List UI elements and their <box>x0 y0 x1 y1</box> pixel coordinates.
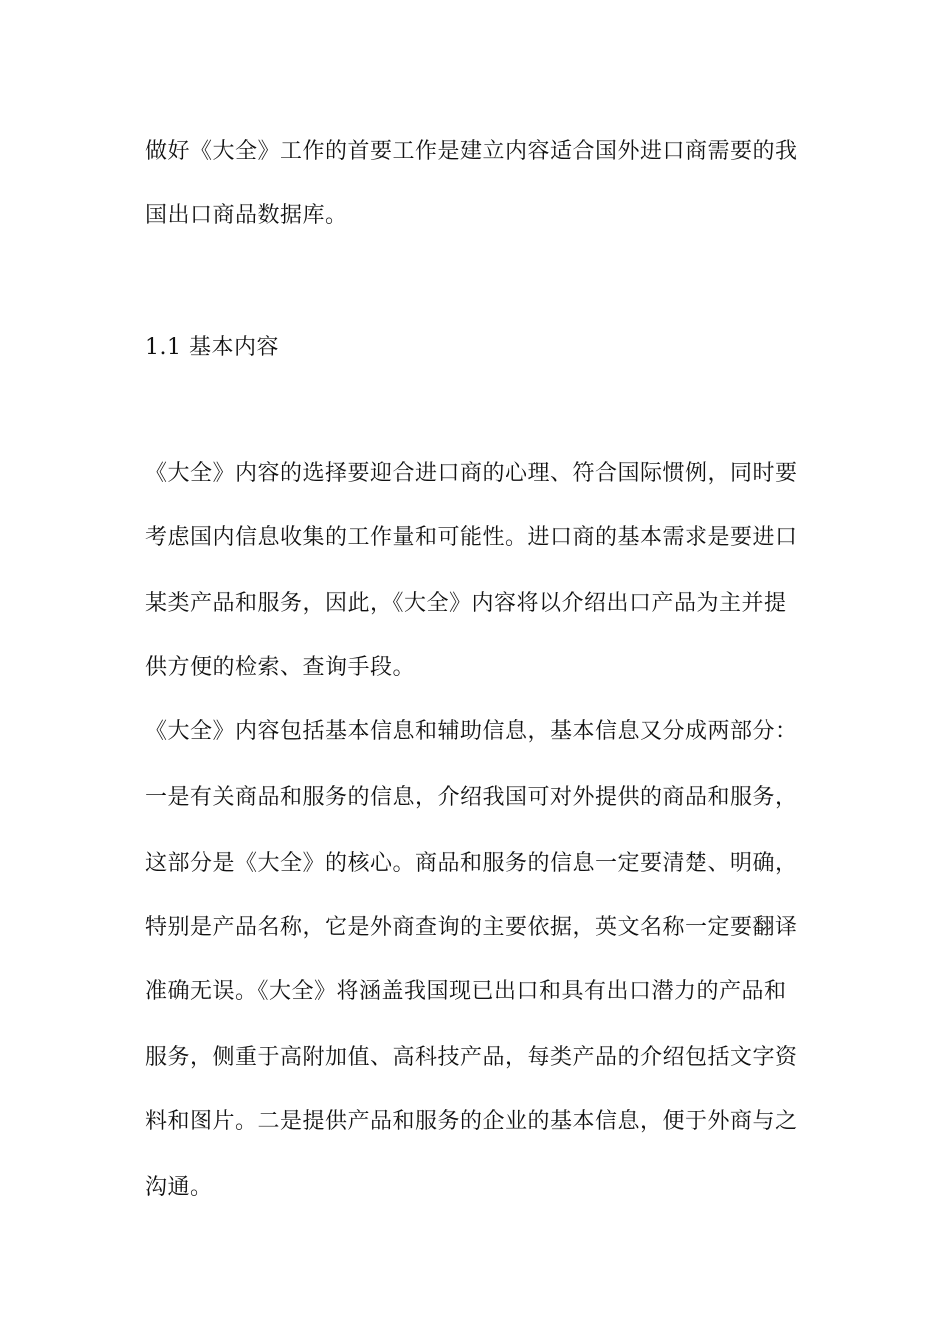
paragraph1-line-4: 供方便的检索、查询手段。 <box>145 655 416 680</box>
paragraph1-line-2: 考虑国内信息收集的工作量和可能性。进口商的基本需求是要进口 <box>145 525 798 550</box>
paragraph1-line-1: 《大全》内容的选择要迎合进口商的心理、符合国际惯例，同时要 <box>145 461 798 486</box>
paragraph2-line-7: 料和图片。二是提供产品和服务的企业的基本信息，便于外商与之 <box>145 1109 798 1134</box>
section-heading: 1.1 基本内容 <box>145 335 279 360</box>
paragraph2-line-8: 沟通。 <box>145 1175 213 1200</box>
paragraph2-line-4: 特别是产品名称，它是外商查询的主要依据，英文名称一定要翻译 <box>145 915 798 940</box>
paragraph2-line-1: 《大全》内容包括基本信息和辅助信息，基本信息又分成两部分： <box>145 719 798 744</box>
intro-line-2: 国出口商品数据库。 <box>145 203 348 228</box>
paragraph2-line-6: 服务，侧重于高附加值、高科技产品，每类产品的介绍包括文字资 <box>145 1045 798 1070</box>
paragraph2-line-5: 准确无误。《大全》将涵盖我国现已出口和具有出口潜力的产品和 <box>145 979 787 1004</box>
paragraph1-line-3: 某类产品和服务，因此，《大全》内容将以介绍出口产品为主并提 <box>145 591 787 616</box>
paragraph2-line-2: 一是有关商品和服务的信息，介绍我国可对外提供的商品和服务， <box>145 785 798 810</box>
intro-line-1: 做好《大全》工作的首要工作是建立内容适合国外进口商需要的我 <box>145 139 798 164</box>
paragraph2-line-3: 这部分是《大全》的核心。商品和服务的信息一定要清楚、明确， <box>145 851 798 876</box>
